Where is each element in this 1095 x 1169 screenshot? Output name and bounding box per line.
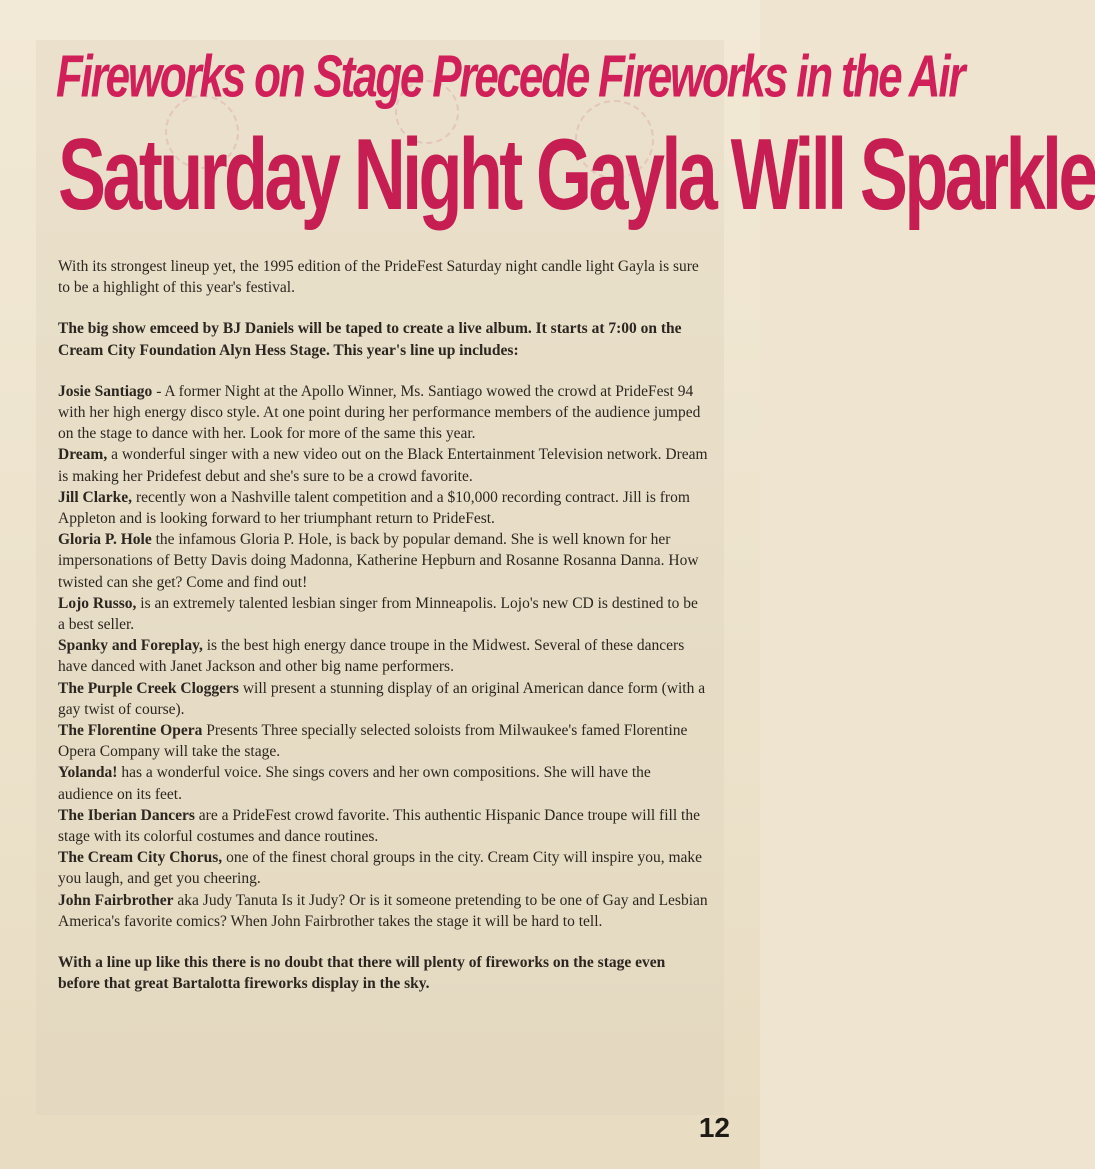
performer-entry [58, 529, 708, 593]
performer-description: Presents Three specially selected soloists from Milwaukee's famed Florentine Opera Company will take the stage. [58, 722, 688, 761]
closing-paragraph: With a line up like this there is no doubt that there will plenty of fireworks on the stage even before that great Bartalotta fireworks display in the sky. [58, 954, 666, 993]
performer-description: recently won a Nashville talent competition and a $10,000 recording contract. Jill is from Appleton and is looking forward to her triumphant return to PrideFest. [58, 488, 690, 528]
performer-description: - A former Night at the Apollo Winner, Ms. Santiago wowed the crowd at PrideFest 94 with her high energy disco style. At one point during her performance members of the audience jumped on the stage to dance with her. Look for more of the same this year. [58, 382, 701, 443]
performer-entry [58, 720, 708, 762]
performer-description: will present a stunning display of an original American dance form (with a gay twist of course). [58, 679, 706, 718]
performer-entry [58, 444, 708, 486]
intro-paragraph: With its strongest lineup yet, the 1995 edition of the PrideFest Saturday night candle light Gayla is sure to be a highlight of this year's festival. [58, 258, 699, 297]
show-info-paragraph: The big show emceed by BJ Daniels will be taped to create a live album. It starts at 7:00 on the Cream City Foundation Alyn Hess Stage. This year's line up includes: [58, 320, 682, 359]
performer-name: John Fairbrother [58, 891, 174, 909]
performer-description: aka Judy Tanuta Is it Judy? Or is it someone pretending to be one of Gay and Lesbian America's favorite comics? When John Fairbrother takes the stage it will be hard to tell. [58, 891, 708, 930]
performer-name: Spanky and Foreplay, [58, 637, 203, 655]
headline-title: Saturday Night Gayla Will Sparkle [58, 119, 1095, 232]
performer-entry [58, 890, 708, 932]
page-number: 12 [698, 1112, 730, 1143]
performer-name: The Florentine Opera [58, 722, 203, 740]
performer-description: one of the finest choral groups in the city. Cream City will inspire you, make you laugh, and get you cheering. [58, 849, 703, 888]
performer-name: Jill Clarke, [58, 488, 133, 506]
performer-entry [58, 678, 708, 720]
performer-description: a wonderful singer with a new video out on the Black Entertainment Television network. Dream is making her Pridefest debut and she's sure to be a crowd favorite. [58, 446, 708, 485]
performer-entry [58, 762, 708, 804]
performer-name: Lojo Russo, [58, 594, 137, 612]
performer-description: is an extremely talented lesbian singer from Minneapolis. Lojo's new CD is destined to be a best seller. [58, 594, 698, 634]
headline-kicker: Fireworks on Stage Precede Fireworks in the Air [56, 44, 964, 111]
performer-name: Yolanda! [58, 764, 118, 782]
performer-description: are a PrideFest crowd favorite. This authentic Hispanic Dance troupe will fill the stage with its colorful costumes and dance routines. [58, 806, 700, 846]
performer-entry [58, 635, 708, 677]
performer-entry [58, 847, 708, 889]
performer-description: has a wonderful voice. She sings covers and her own compositions. She will have the audience on its feet. [58, 764, 651, 803]
performer-name: Josie Santiago [58, 382, 153, 400]
performer-name: Dream, [58, 446, 108, 464]
performer-entry [58, 593, 708, 635]
performer-entry [58, 805, 708, 847]
performer-entry [58, 381, 708, 445]
performer-description: is the best high energy dance troupe in the Midwest. Several of these dancers have danced with Janet Jackson and other big name performers. [58, 637, 685, 676]
performer-name: The Iberian Dancers [58, 806, 195, 824]
performer-name: The Purple Creek Cloggers [58, 679, 239, 697]
performer-description: the infamous Gloria P. Hole, is back by popular demand. She is well known for her impersonations of Betty Davis doing Madonna, Katherine Hepburn and Rosanne Rosanna Danna. How twisted can she get? Come and find out! [58, 531, 699, 591]
performer-name: The Cream City Chorus, [58, 849, 223, 867]
performer-entry [58, 487, 708, 529]
performer-name: Gloria P. Hole [58, 531, 152, 549]
article-body [58, 256, 708, 995]
